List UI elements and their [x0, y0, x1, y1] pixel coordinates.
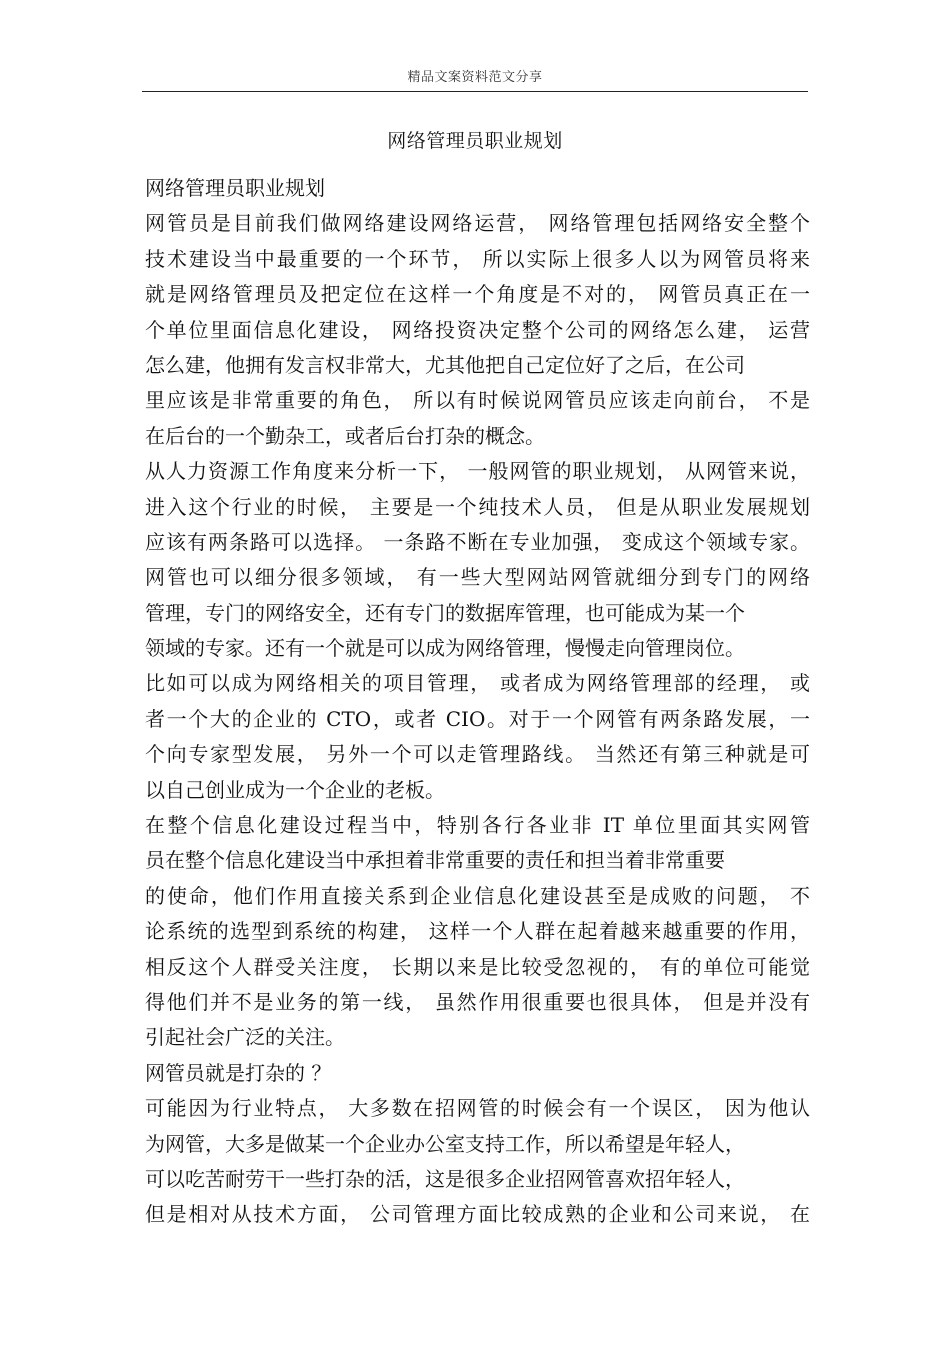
text-line: 论系统的选型到系统的构建， 这样一个人群在起着越来越重要的作用， — [145, 919, 810, 944]
document-title: 网络管理员职业规划 — [387, 130, 563, 152]
text-line: 网管员是目前我们做网络建设网络运营， 网络管理包括网络安全整个 — [145, 211, 810, 236]
text-line: 就是网络管理员及把定位在这样一个角度是不对的， 网管员真正在一 — [145, 282, 810, 307]
text-line: 相反这个人群受关注度， 长期以来是比较受忽视的， 有的单位可能觉 — [145, 954, 810, 979]
text-line: 引起社会广泛的关注。 — [145, 1025, 345, 1050]
text-line: 个单位里面信息化建设， 网络投资决定整个公司的网络怎么建， 运营 — [145, 317, 810, 342]
text-line: 怎么建，他拥有发言权非常大，尤其他把自己定位好了之后，在公司 — [145, 352, 745, 377]
text-line: 网管员就是打杂的 ？ — [145, 1060, 332, 1085]
document-body — [145, 171, 810, 1233]
text-line: 在后台的一个勤杂工，或者后台打杂的概念。 — [145, 423, 545, 448]
page-header: 精品文案资料范文分享 — [407, 70, 543, 85]
text-line: 领域的专家。还有一个就是可以成为网络管理，慢慢走向管理岗位。 — [145, 636, 745, 661]
text-line: 里应该是非常重要的角色， 所以有时候说网管员应该走向前台， 不是 — [145, 388, 810, 413]
text-line: 网管也可以细分很多领域， 有一些大型网站网管就细分到专门的网络 — [145, 565, 810, 590]
text-line: 个向专家型发展， 另外一个可以走管理路线。 当然还有第三种就是可 — [145, 742, 810, 767]
text-line: 为网管，大多是做某一个企业办公室支持工作，所以希望是年轻人， — [145, 1131, 745, 1156]
text-line: 从人力资源工作角度来分析一下， 一般网管的职业规划， 从网管来说， — [145, 459, 810, 484]
text-line: 得他们并不是业务的第一线， 虽然作用很重要也很具体， 但是并没有 — [145, 989, 810, 1014]
text-line: 以自己创业成为一个企业的老板。 — [145, 777, 445, 802]
text-line: 进入这个行业的时候， 主要是一个纯技术人员， 但是从职业发展规划 — [145, 494, 810, 519]
text-line: 比如可以成为网络相关的项目管理， 或者成为网络管理部的经理， 或 — [145, 671, 810, 696]
text-line: 的使命，他们作用直接关系到企业信息化建设甚至是成败的问题， 不 — [145, 883, 810, 908]
text-line: 网络管理员职业规划 — [145, 176, 325, 200]
text-line: 技术建设当中最重要的一个环节， 所以实际上很多人以为网管员将来 — [145, 246, 810, 271]
text-line: 在整个信息化建设过程当中，特别各行各业非 IT 单位里面其实网管 — [145, 813, 810, 838]
header-divider — [142, 91, 808, 92]
text-line: 管理，专门的网络安全，还有专门的数据库管理，也可能成为某一个 — [145, 600, 745, 625]
text-line: 可以吃苦耐劳干一些打杂的活，这是很多企业招网管喜欢招年轻人， — [145, 1166, 745, 1191]
text-line: 员在整个信息化建设当中承担着非常重要的责任和担当着非常重要 — [145, 848, 725, 873]
text-line: 可能因为行业特点， 大多数在招网管的时候会有一个误区， 因为他认 — [145, 1096, 810, 1121]
text-line: 应该有两条路可以选择。 一条路不断在专业加强， 变成这个领域专家。 — [145, 529, 810, 554]
text-line: 但是相对从技术方面， 公司管理方面比较成熟的企业和公司来说， 在 — [145, 1202, 810, 1227]
text-line: 者一个大的企业的 CTO，或者 CIO。对于一个网管有两条路发展，一 — [145, 706, 810, 731]
